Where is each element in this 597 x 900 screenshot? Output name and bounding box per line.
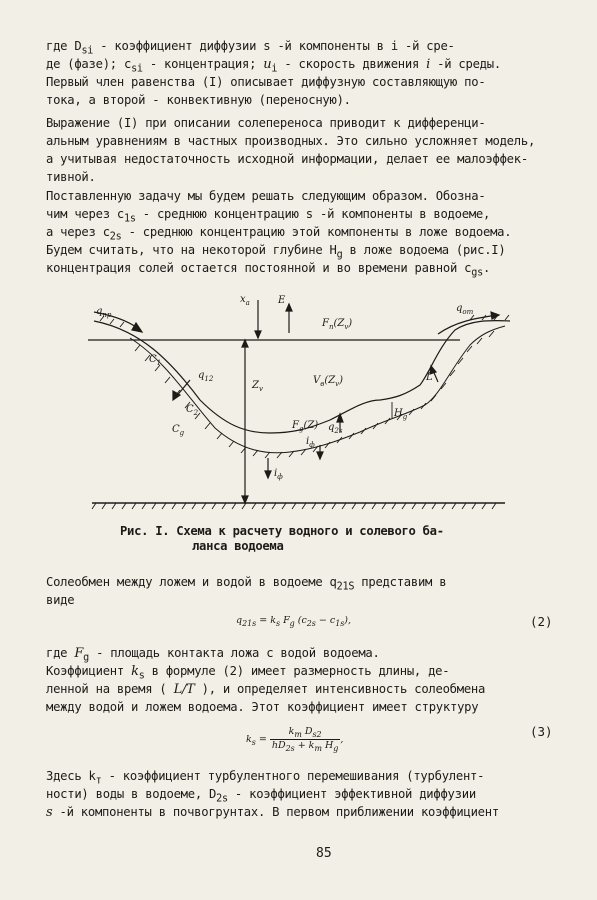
label-l: L	[426, 372, 433, 383]
label-fg: $F_g(Z)$	[292, 420, 319, 433]
if-arrow-head-2	[265, 471, 271, 478]
figure-caption-line-2: ланса водоема	[192, 539, 284, 553]
text-line-11: а через $c_{2s}$ - среднюю концентрацию этой компоненты в ложе водоема.	[46, 225, 512, 243]
ground-hatching	[92, 503, 496, 509]
page-number: 85	[316, 846, 332, 861]
text-line-18: ленной на время ( L/T ), и определяет интенсивность солеобмена	[46, 682, 486, 697]
text-line-20: Здесь $k_т$ - коэффициент турбулентного перемешивания (турбулент-	[46, 769, 485, 787]
shore-hatching	[100, 315, 509, 327]
label-e: E	[278, 295, 286, 306]
zv-axis-arrow-top	[242, 340, 248, 347]
equation-3-number: (3)	[530, 724, 553, 739]
text-line-2: де (фазе); $c_{si}$ - концентрация; $u_i$ - скорость движения i -й среды.	[46, 57, 501, 75]
zv-axis-arrow-bottom	[242, 496, 248, 503]
label-if-2: $i_ф$	[274, 468, 283, 481]
text-line-22: s -й компоненты в почвогрунтах. В первом приближении коэффициент	[46, 805, 499, 820]
label-xa: $x_a$	[240, 294, 250, 307]
text-line-9: Поставленную задачу мы будем решать следующим образом. Обозна-	[46, 189, 486, 203]
text-line-17: Коэффициент $k_s$ в формуле (2) имеет размерность длины, де-	[46, 664, 450, 682]
text-line-7: а учитывая недостаточность исходной информации, делает ее малоэффек-	[46, 152, 528, 166]
text-line-1: где $D_{si}$ - коэффициент диффузии s -й компоненты в i -й сре-	[46, 39, 455, 57]
text-line-16: где $F_g$ - площадь контакта ложа с водой водоема.	[46, 646, 380, 664]
text-line-3: Первый член равенства (I) описывает диффузную составляющую по-	[46, 75, 486, 89]
label-q2s: $q_{2s}$	[328, 422, 343, 435]
text-line-13: концентрация солей остается постоянной и во времени равной $c_{gs}$.	[46, 261, 491, 279]
text-line-12: Будем считать, что на некоторой глубине $H_g$ в ложе водоема (рис.I)	[46, 243, 506, 261]
text-line-21: ности) воды в водоеме, $D_{2s}$ - коэффициент эффективной диффузии	[46, 787, 476, 805]
text-line-15: виде	[46, 593, 75, 607]
equation-3: $k_s$ = $\frac{k_т D_{s2}}{hD_{2s} + k_т H_g}$ ,	[246, 726, 344, 753]
label-q-pr: $q_{пр}$	[96, 306, 112, 319]
label-c1: $C_1$	[149, 354, 162, 367]
bed-layer-line	[130, 326, 505, 453]
label-q12: $q_{12}$	[198, 370, 214, 383]
equation-2-number: (2)	[530, 614, 553, 629]
q2s-arrow-head	[337, 414, 343, 422]
text-line-4: тока, а второй - конвективную (переносную).	[46, 93, 351, 107]
text-line-5: Выражение (I) при описании солепереноса приводит к дифференци-	[46, 116, 486, 130]
label-fp: $F_п(Z_v)$	[322, 318, 353, 331]
label-zv: $Z_v$	[252, 380, 263, 393]
xa-arrow-head	[255, 331, 261, 338]
label-q-ot: $q_{от}$	[456, 303, 474, 316]
equation-2: $q_{21s} = k_s$ $F_g$ $(c_{2s} - c_{1s})$,	[236, 615, 352, 628]
text-line-10: чим через $c_{1s}$ - среднюю концентрацию s -й компоненты в водоеме,	[46, 207, 491, 225]
text-line-8: тивной.	[46, 170, 96, 184]
label-hg: $H_g$	[394, 408, 408, 421]
label-if-1: $i_ф$	[306, 436, 315, 449]
figure-caption-line-1: Рис. I. Схема к расчету водного и солевого ба-	[120, 524, 444, 538]
text-line-19: между водой и ложем водоема. Этот коэффициент имеет структуру	[46, 700, 479, 714]
q-ot-arrow-head	[491, 312, 499, 319]
text-line-6: альным уравнениям в частных производных. Это сильно усложняет модель,	[46, 134, 536, 148]
q-pr-arrow-head	[132, 323, 142, 332]
label-cg: $C_g$	[172, 424, 185, 437]
if-arrow-head-1	[317, 452, 323, 459]
e-arrow-head	[286, 304, 292, 311]
label-c2: $C_2$	[186, 404, 199, 417]
text-line-14: Солеобмен между ложем и водой в водоеме $q_{21S}$ представим в	[46, 575, 447, 593]
label-vb: $V_в(Z_v)$	[313, 375, 344, 388]
